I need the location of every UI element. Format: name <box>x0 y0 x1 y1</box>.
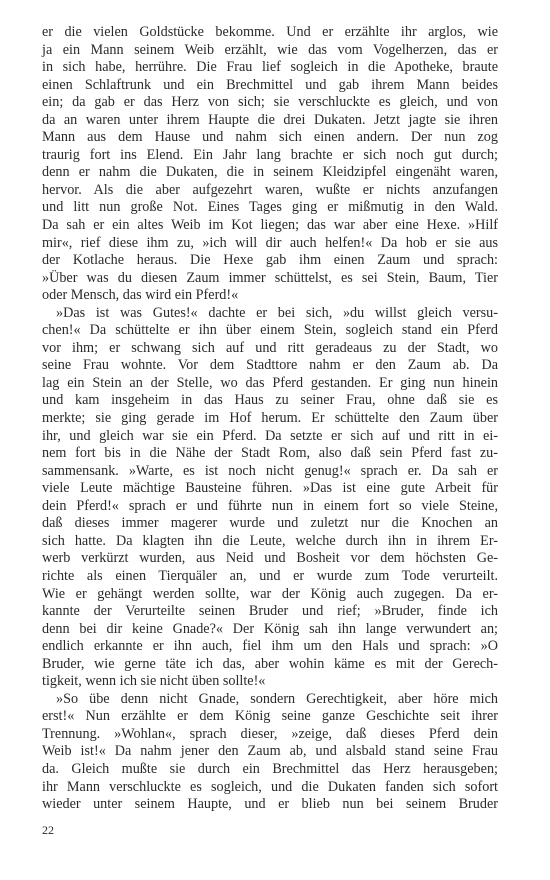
text-line: sammensank. »Warte, es ist noch nicht genug!« sprach er. Da sah er <box>42 462 498 479</box>
text-line: ein; da gab er das Herz von sich; sie verschluckte es gleich, und von <box>42 94 498 111</box>
text-line: denn bei dir keine Gnade?« Der König sah ihn lange verwundert an; <box>42 620 498 637</box>
text-line: viele Leute mächtige Bausteine führen. »Das ist eine gute Arbeit für <box>42 480 498 497</box>
text-line: in sich habe, herrühre. Die Frau lief sogleich in die Apotheke, braute <box>42 59 498 76</box>
text-line: richte als einen Tierquäler an, und er wurde zum Tode verurteilt. <box>42 567 498 584</box>
text-line: erst!« Nun erzählte er dem König seine ganze Geschichte seit ihrer <box>42 708 498 725</box>
text-line: lag ein Stein an der Stelle, wo das Pferd gestanden. Er ging nun hinein <box>42 374 498 391</box>
text-line: chen!« Da schüttelte er ihn über einem Stein, sogleich stand ein Pferd <box>42 322 498 339</box>
text-line: werb verkürzt wurden, aus Neid und Bosheit vor dem höchsten Ge- <box>42 550 498 567</box>
text-line: ihr, und gleich war sie ein Pferd. Da setzte er sich auf und ritt in ei- <box>42 427 498 444</box>
text-line: vor ihm; er schwang sich auf und ritt geradeaus zu der Stadt, wo <box>42 339 498 356</box>
text-line: hervor. Als die aber aufgezehrt waren, wußte er nichts anzufangen <box>42 181 498 198</box>
text-line: da. Gleich mußte sie durch ein Brechmittel das Herz herausgeben; <box>42 760 498 777</box>
paragraph-end-line: oder Mensch, das wird ein Pferd!« <box>42 287 239 304</box>
text-line: merkte; sie ging gerade im Hof herum. Er schüttelte den Zaum über <box>42 410 498 427</box>
paragraph-first-line: »Das ist was Gutes!« dachte er bei sich, »du willst gleich versu- <box>56 304 498 321</box>
text-line: ihr Mann verschluckte es sogleich, und die Dukaten fanden sich sofort <box>42 778 498 795</box>
text-line: Mann aus dem Hause und nahm sich einen andern. Der nun zog <box>42 129 498 146</box>
text-line: »Über was du diesen Zaum immer schüttelst, es sei Stein, Baum, Tier <box>42 269 498 286</box>
text-line: Trennung. »Wohlan«, sprach dieser, »zeige, daß dieses Pferd dein <box>42 725 498 742</box>
text-line: und kam insgeheim in das Haus zu seiner Frau, ohne daß sie es <box>42 392 498 409</box>
text-line: wieder unter seinem Haupte, und er blieb nun bei seinem Bruder <box>42 796 498 813</box>
text-line: kannte der Verurteilte seinen Bruder und rief; »Bruder, finde ich <box>42 603 498 620</box>
text-line: Wie er gehängt werden sollte, war der König auch zugegen. Da er- <box>42 585 498 602</box>
text-line: endlich erkannte er ihn auch, fiel ihm um den Hals und sprach: »O <box>42 638 498 655</box>
text-line: ja ein Mann seinem Weib erzählt, wie das vom Vogelherzen, das er <box>42 41 498 58</box>
body-text <box>42 24 498 814</box>
text-line: traurig fort ins Elend. Ein Jahr lang brachte er sich noch gut durch; <box>42 146 498 163</box>
text-line: dein Pferd!« sprach er und führte nun in einem fort so viele Steine, <box>42 497 498 514</box>
text-line: nem fort bis in die Nähe der Stadt Rom, also daß sein Pferd fast zu- <box>42 445 498 462</box>
paragraph-first-line: »So übe denn nicht Gnade, sondern Gerechtigkeit, aber höre mich <box>56 690 498 707</box>
text-line: daß dieses immer magerer wurde und zuletzt nur die Knochen an <box>42 515 498 532</box>
text-line: mir«, rief diese ihm zu, »ich will dir auch helfen!« Da hob er sie aus <box>42 234 498 251</box>
text-line: da an waren unter ihrem Haupte die drei Dukaten. Jetzt jagte sie ihren <box>42 111 498 128</box>
text-line: einen Schlaftrunk und ein Brechmittel und gab ihrem Mann beides <box>42 76 498 93</box>
text-line: und litt nun große Not. Eines Tages ging er mißmutig in den Wald. <box>42 199 498 216</box>
text-line: Weib ist!« Da nahm jener den Zaum ab, und alsbald stand seine Frau <box>42 743 498 760</box>
text-line: seine Frau wohnte. Vor dem Stadttore nahm er den Zaum ab. Da <box>42 357 498 374</box>
text-line: der Kotlache heraus. Die Hexe gab ihm einen Zaum und sprach: <box>42 252 498 269</box>
paragraph-end-line: tigkeit, wenn ich sie nicht üben sollte!« <box>42 673 266 690</box>
text-line: Da sah er ein altes Weib im Kot liegen; das war aber eine Hexe. »Hilf <box>42 217 498 234</box>
text-line: sich hatte. Da klagten ihn die Leute, welche durch ihn in ihrem Er- <box>42 532 498 549</box>
page-number: 22 <box>42 823 54 837</box>
text-line: Bruder, wie gerne täte ich das, aber wohin käme es mit der Gerech- <box>42 655 498 672</box>
text-line: denn er nahm die Dukaten, die in seinem Kleidzipfel eingenäht waren, <box>42 164 498 181</box>
text-line: er die vielen Goldstücke bekomme. Und er erzählte ihr arglos, wie <box>42 24 498 40</box>
